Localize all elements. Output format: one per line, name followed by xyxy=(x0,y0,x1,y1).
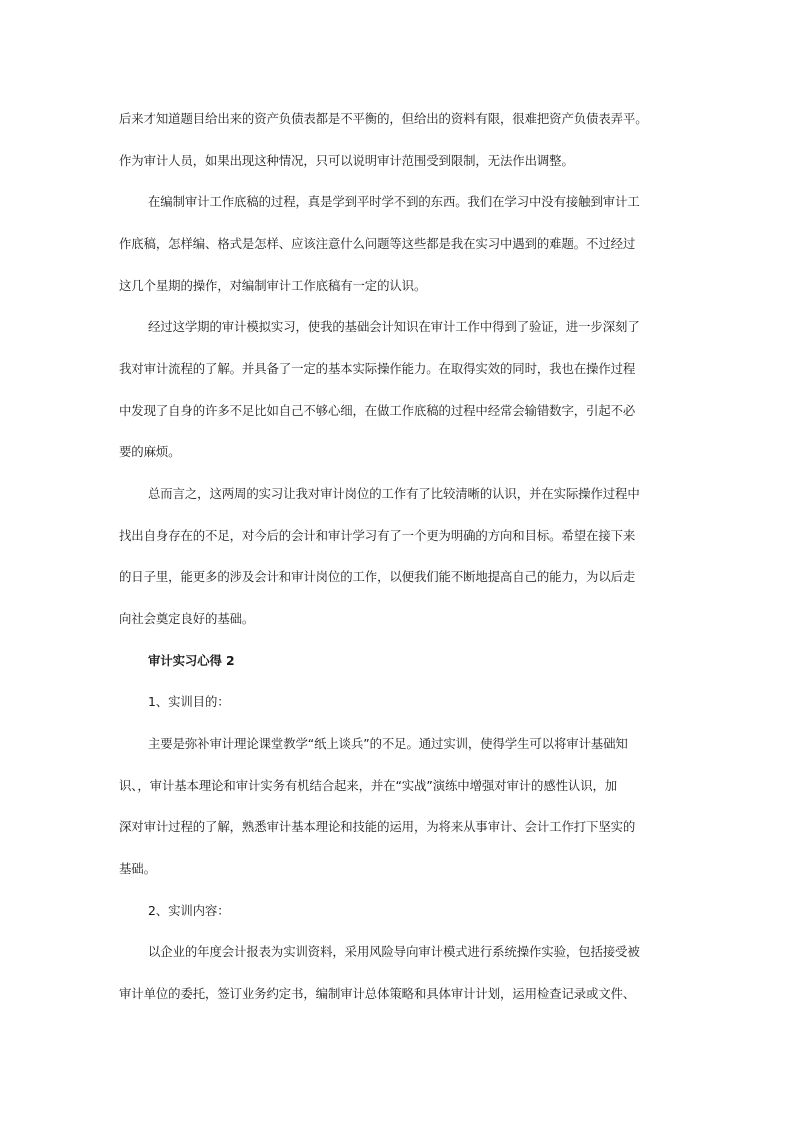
paragraph-line: 在编制审计工作底稿的过程，真是学到平时学不到的东西。我们在学习中没有接触到审计工 xyxy=(148,194,640,209)
paragraph-line: 要的麻烦。 xyxy=(119,444,181,459)
subsection-heading: 1、实训目的： xyxy=(148,694,230,709)
paragraph-line: 的日子里，能更多的涉及会计和审计岗位的工作，以便我们能不断地提高自己的能力，为以后走 xyxy=(119,569,636,584)
paragraph-line: 中发现了自身的许多不足比如自己不够心细，在做工作底稿的过程中经常会输错数字，引起不必 xyxy=(119,403,636,418)
paragraph-line: 审计单位的委托，签订业务约定书，编制审计总体策略和具体审计计划，运用检查记录或文件、 xyxy=(119,986,636,1001)
paragraph-line: 我对审计流程的了解。并具备了一定的基本实际操作能力。在取得实效的同时，我也在操作过程 xyxy=(119,361,636,376)
paragraph-line: 深对审计过程的了解，熟悉审计基本理论和技能的运用，为将来从事审计、会计工作打下坚实的 xyxy=(119,819,636,834)
paragraph-line: 作底稿，怎样编、格式是怎样、应该注意什么问题等这些都是我在实习中遇到的难题。不过经过 xyxy=(119,236,636,251)
paragraph-line: 找出自身存在的不足，对今后的会计和审计学习有了一个更为明确的方向和目标。希望在接下来 xyxy=(119,528,636,543)
paragraph-line: 总而言之，这两周的实习让我对审计岗位的工作有了比较清晰的认识，并在实际操作过程中 xyxy=(148,486,640,501)
paragraph-line: 后来才知道题目给出来的资产负债表都是不平衡的，但给出的资料有限，很难把资产负债表弄平。 xyxy=(119,111,648,126)
section-heading: 审计实习心得 2 xyxy=(148,653,235,668)
paragraph-line: 识、，审计基本理论和审计实务有机结合起来，并在“实战”演练中增强对审计的感性认识，加 xyxy=(119,778,618,793)
paragraph-line: 基础。 xyxy=(119,861,156,876)
paragraph-line: 经过这学期的审计模拟实习，使我的基础会计知识在审计工作中得到了验证，进一步深刻了 xyxy=(148,319,640,334)
paragraph-line: 向社会奠定良好的基础。 xyxy=(119,611,255,626)
paragraph-line: 以企业的年度会计报表为实训资料，采用风险导向审计模式进行系统操作实验，包括接受被 xyxy=(148,944,640,959)
paragraph-line: 这几个星期的操作，对编制审计工作底稿有一定的认识。 xyxy=(119,278,427,293)
paragraph-line: 作为审计人员，如果出现这种情况，只可以说明审计范围受到限制，无法作出调整。 xyxy=(119,153,574,168)
subsection-heading: 2、实训内容： xyxy=(148,903,230,918)
paragraph-line: 主要是弥补审计理论课堂教学“纸上谈兵”的不足。通过实训，使得学生可以将审计基础知 xyxy=(148,736,628,751)
